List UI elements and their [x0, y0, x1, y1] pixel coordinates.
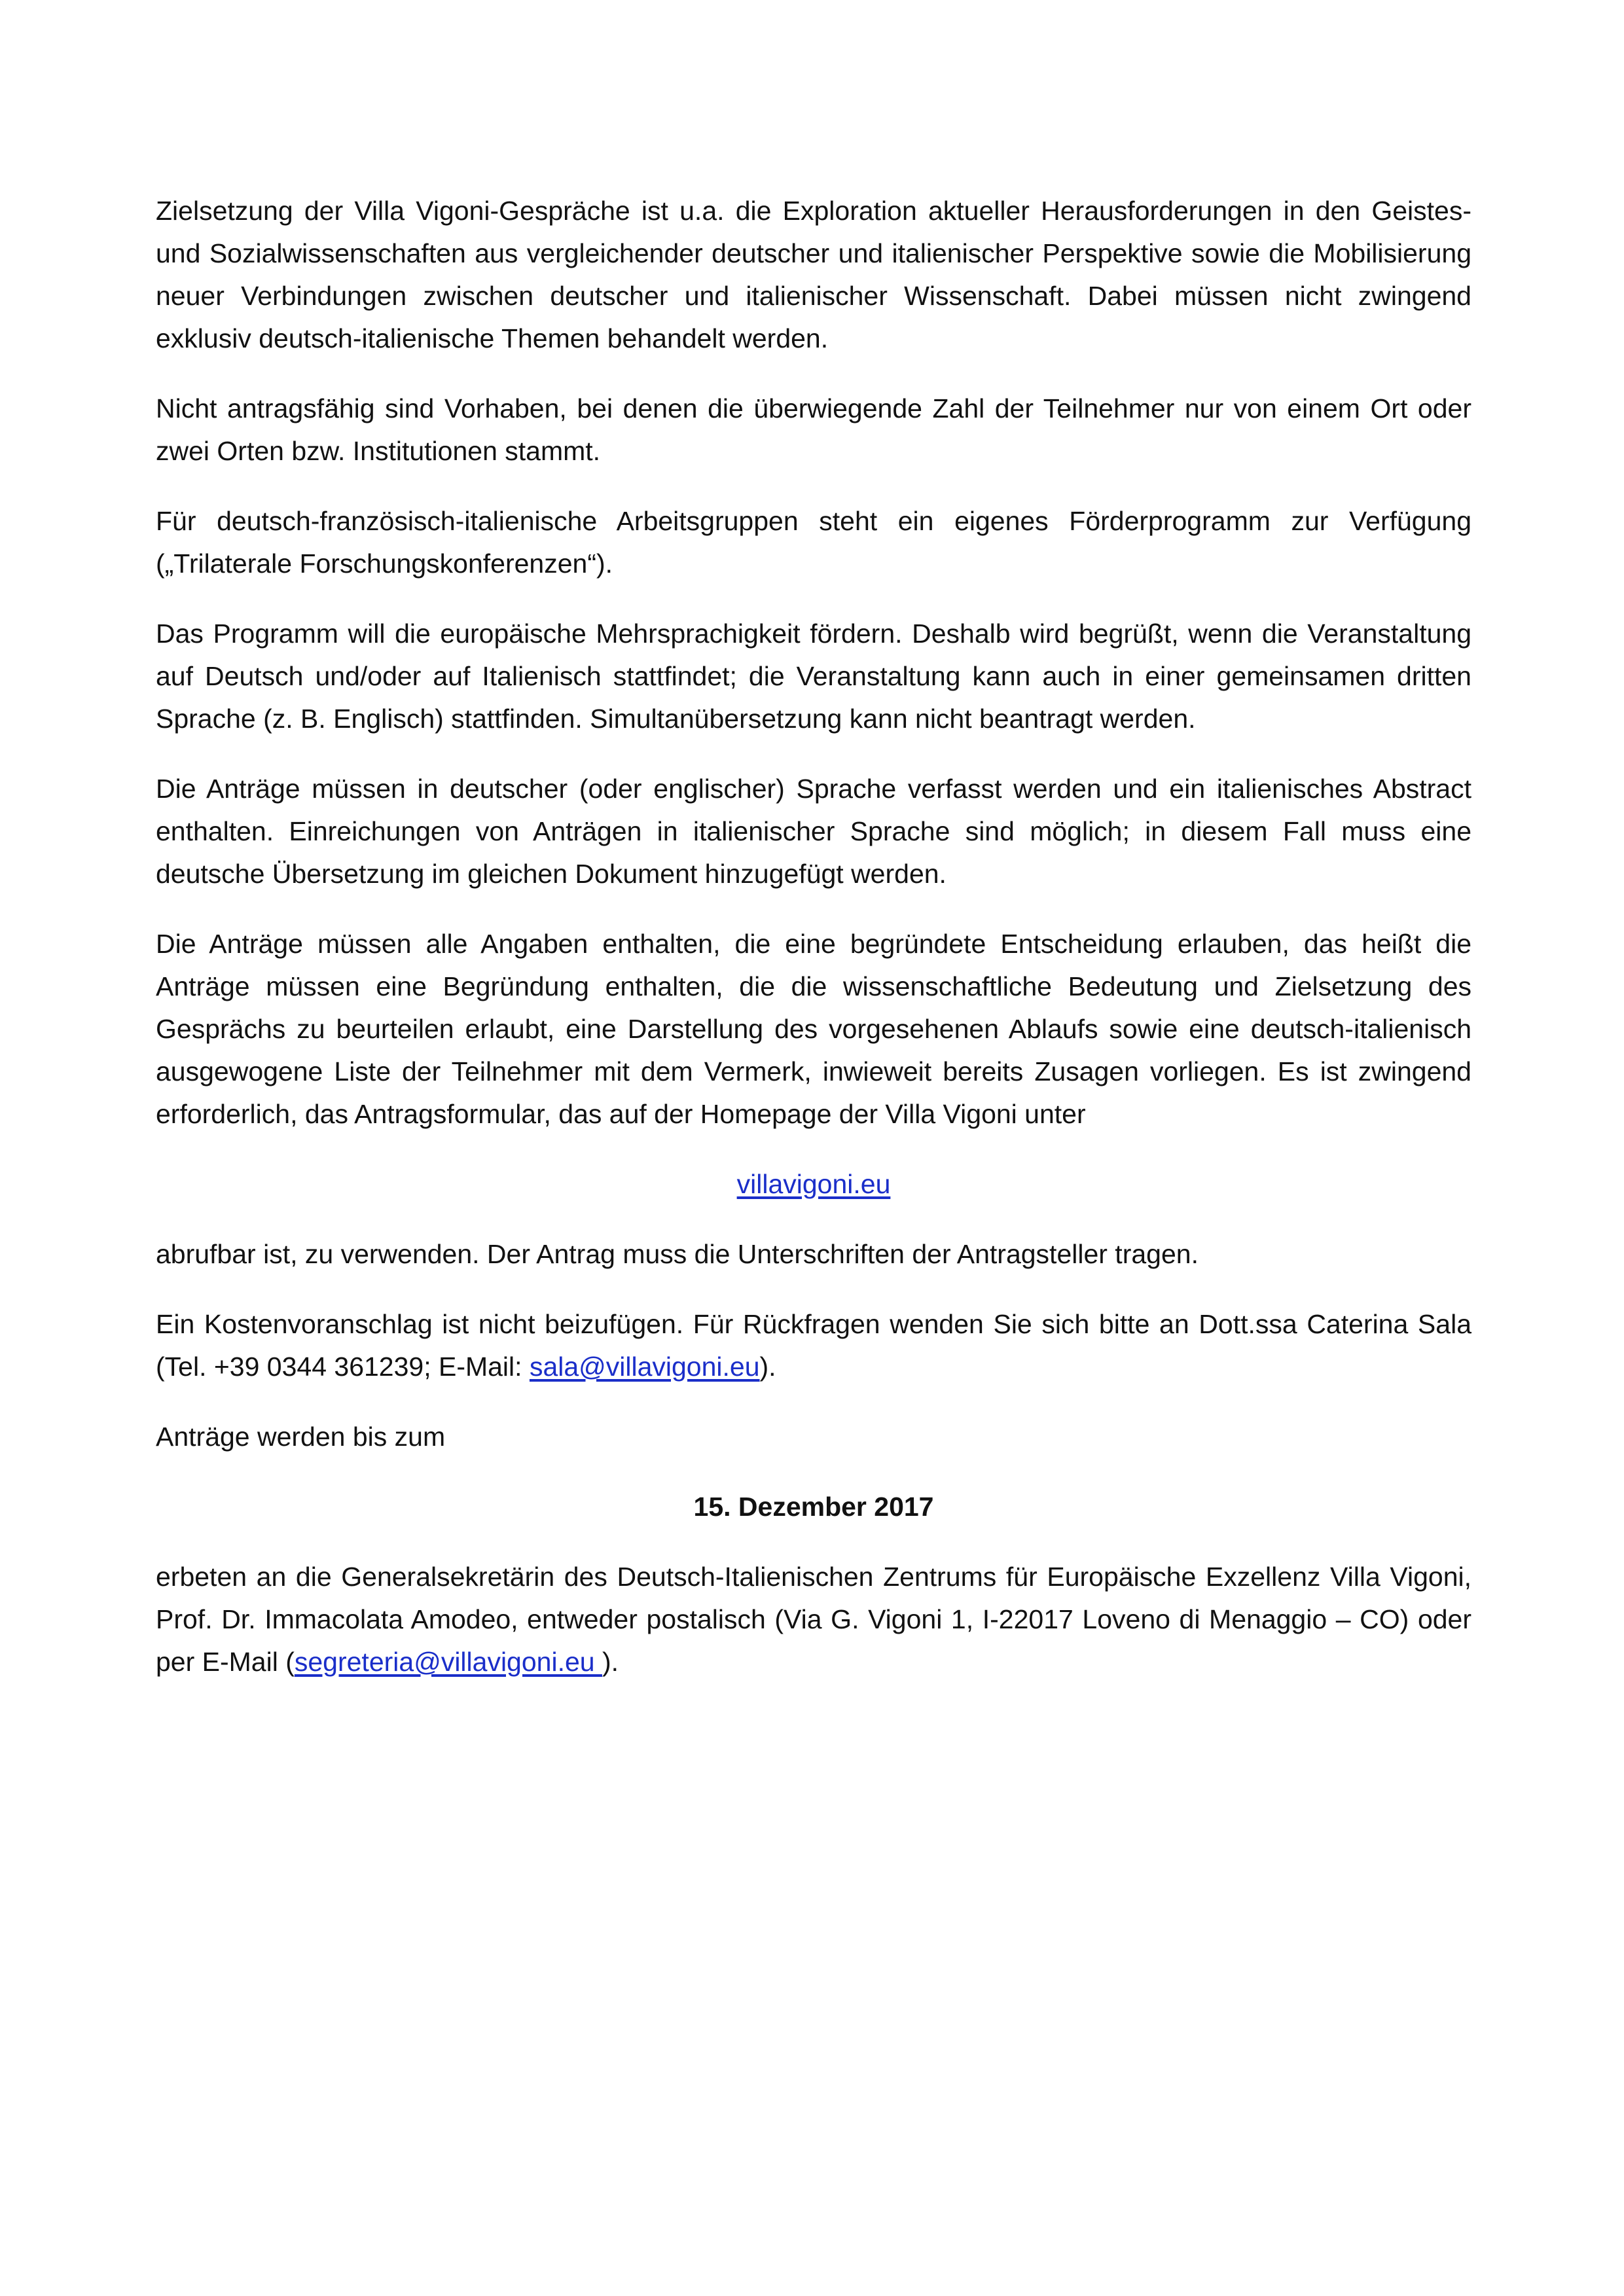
document-page: [156, 190, 1471, 1711]
contact-text-end: ).: [759, 1352, 776, 1382]
deadline-date: 15. Dezember 2017: [693, 1492, 934, 1522]
paragraph-eligibility: Nicht antragsfähig sind Vorhaben, bei denen die überwiegende Zahl der Teilnehmer nur von einem Ort oder zwei Orten bzw. Institutionen stammt.: [156, 393, 1471, 466]
paragraph-submission: [156, 1556, 1471, 1683]
submission-text: erbeten an die Generalsekretärin des Deutsch-Italienischen Zentrums für Europäische Exzellenz Villa Vigoni, Prof. Dr. Immacolata Amodeo, entweder postalisch (Via G. Vigoni 1, I-22017 Loveno di Menaggio – CO) oder per E-Mail (: [156, 1562, 1471, 1677]
paragraph-languages: Das Programm will die europäische Mehrsprachigkeit fördern. Deshalb wird begrüßt, wenn die Veranstaltung auf Deutsch und/oder auf Italienisch stattfindet; die Veranstaltung kann auch in einer gemeinsamen dritten Sprache (z. B. Englisch) stattfinden. Simultanübersetzung kann nicht beantragt werden.: [156, 619, 1471, 734]
paragraph-trilateral: Für deutsch-französisch-italienische Arbeitsgruppen steht ein eigenes Förderprogramm zur Verfügung („Trilaterale Forschungskonferenzen“).: [156, 506, 1471, 579]
paragraph-objectives: Zielsetzung der Villa Vigoni-Gespräche ist u.a. die Exploration aktueller Herausforderungen in den Geistes- und Sozialwissenschaften aus vergleichender deutscher und italienischer Perspektive sowie die Mobilisierung neuer Verbindungen zwischen deutscher und italienischer Wissenschaft. Dabei müssen nicht zwingend exklusiv deutsch-italienische Themen behandelt werden.: [156, 196, 1471, 353]
paragraph-application-content: Die Anträge müssen alle Angaben enthalten, die eine begründete Entscheidung erlauben, das heißt die Anträge müssen eine Begründung enthalten, die die wissenschaftliche Bedeutung und Zielsetzung des Gesprächs zu beurteilen erlaubt, eine Darstellung des vorgesehenen Ablaufs sowie eine deutsch-italienisch ausgewogene Liste der Teilnehmer mit dem Vermerk, inwieweit bereits Zusagen vorliegen. Es ist zwingend erforderlich, das Antragsformular, das auf der Homepage der Villa Vigoni unter: [156, 929, 1471, 1129]
paragraph-application-language: Die Anträge müssen in deutscher (oder englischer) Sprache verfasst werden und ein italienisches Abstract enthalten. Einreichungen von Anträgen in italienischer Sprache sind möglich; in diesem Fall muss eine deutsche Übersetzung im gleichen Dokument hinzugefügt werden.: [156, 774, 1471, 889]
submission-email-link[interactable]: segreteria@villavigoni.eu: [294, 1647, 602, 1677]
paragraph-deadline-intro: Anträge werden bis zum: [156, 1422, 446, 1452]
paragraph-form-usage: abrufbar ist, zu verwenden. Der Antrag muss die Unterschriften der Antragsteller tragen.: [156, 1239, 1199, 1269]
contact-text: Ein Kostenvoranschlag ist nicht beizufügen. Für Rückfragen wenden Sie sich bitte an Dott.ssa Caterina Sala (Tel. +39 0344 361239; E-Mail:: [156, 1309, 1471, 1382]
submission-text-end: ).: [602, 1647, 619, 1677]
contact-email-link[interactable]: sala@villavigoni.eu: [529, 1352, 760, 1382]
homepage-link-line: [156, 1163, 1471, 1206]
homepage-link[interactable]: villavigoni.eu: [736, 1169, 891, 1199]
paragraph-contact: [156, 1303, 1471, 1388]
